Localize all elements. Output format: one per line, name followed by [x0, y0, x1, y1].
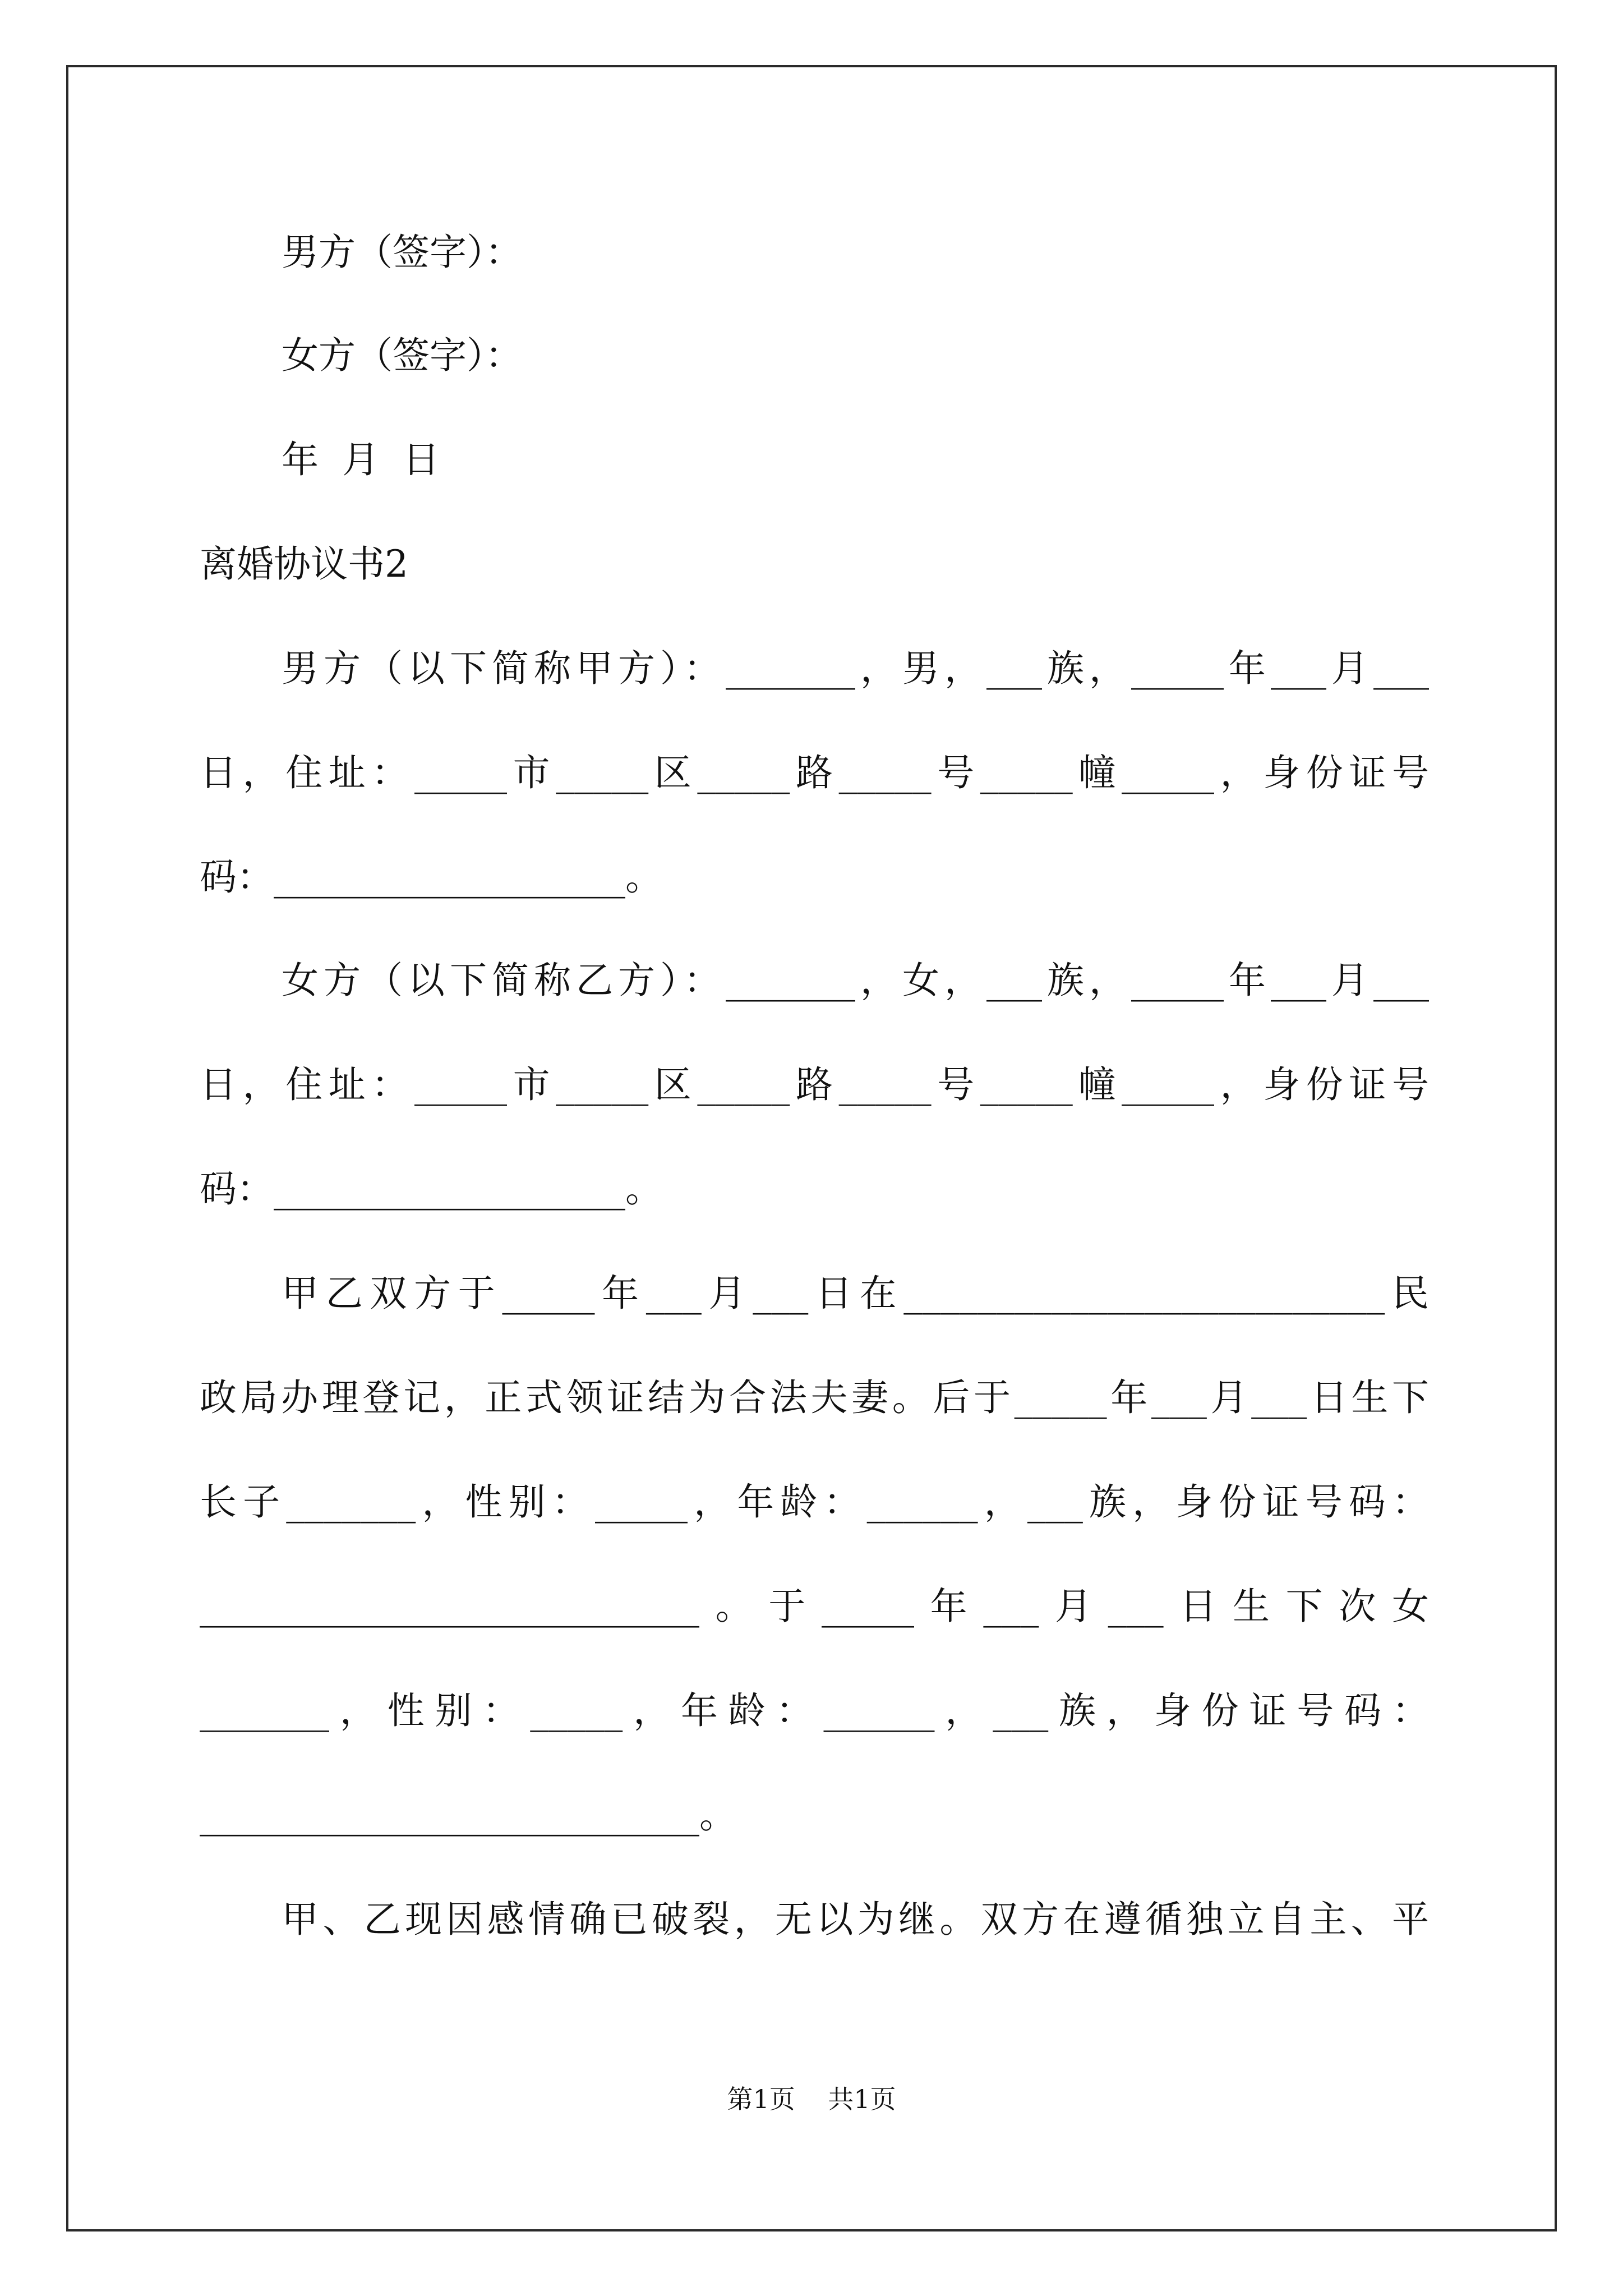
marriage-paragraph-line-1: 甲乙双方于_____年___月___日在__________________________民: [282, 1272, 1429, 1315]
husband-info-line-3: 码：___________________。: [200, 855, 662, 899]
wife-info-line-3: 码：___________________。: [200, 1167, 662, 1211]
marriage-paragraph-line-4: ___________________________。于_____年___月___日生下次女: [200, 1585, 1429, 1628]
marriage-paragraph-line-6: ___________________________。: [200, 1793, 736, 1837]
date-line: 年 月 日: [282, 438, 440, 481]
wife-info-line-2: 日，住址：_____市_____区_____路_____号_____幢_____，身份证号: [200, 1063, 1429, 1106]
section-title: 离婚协议书2: [200, 542, 408, 586]
marriage-paragraph-line-2: 政局办理登记，正式领证结为合法夫妻。后于_____年___月___日生下: [200, 1376, 1429, 1419]
wife-info-line-1: 女方（以下简称乙方）：_______，女，___族，_____年___月___: [282, 959, 1429, 1002]
breakdown-paragraph-line-1: 甲、乙现因感情确已破裂，无以为继。双方在遵循独立自主、平: [282, 1898, 1429, 1941]
husband-signature-line: 男方（签字）：: [282, 231, 522, 274]
husband-info-line-1: 男方（以下简称甲方）：_______，男，___族，_____年___月___: [282, 647, 1429, 690]
wife-signature-line: 女方（签字）：: [282, 334, 522, 377]
marriage-paragraph-line-3: 长子_______，性别：_____，年龄：______，___族，身份证号码：: [200, 1480, 1429, 1524]
page-footer: 第1页 共1页: [727, 2084, 896, 2114]
husband-info-line-2: 日，住址：_____市_____区_____路_____号_____幢_____，身份证号: [200, 751, 1429, 794]
marriage-paragraph-line-5: _______，性别：_____，年龄：______，___族，身份证号码：: [200, 1689, 1429, 1732]
